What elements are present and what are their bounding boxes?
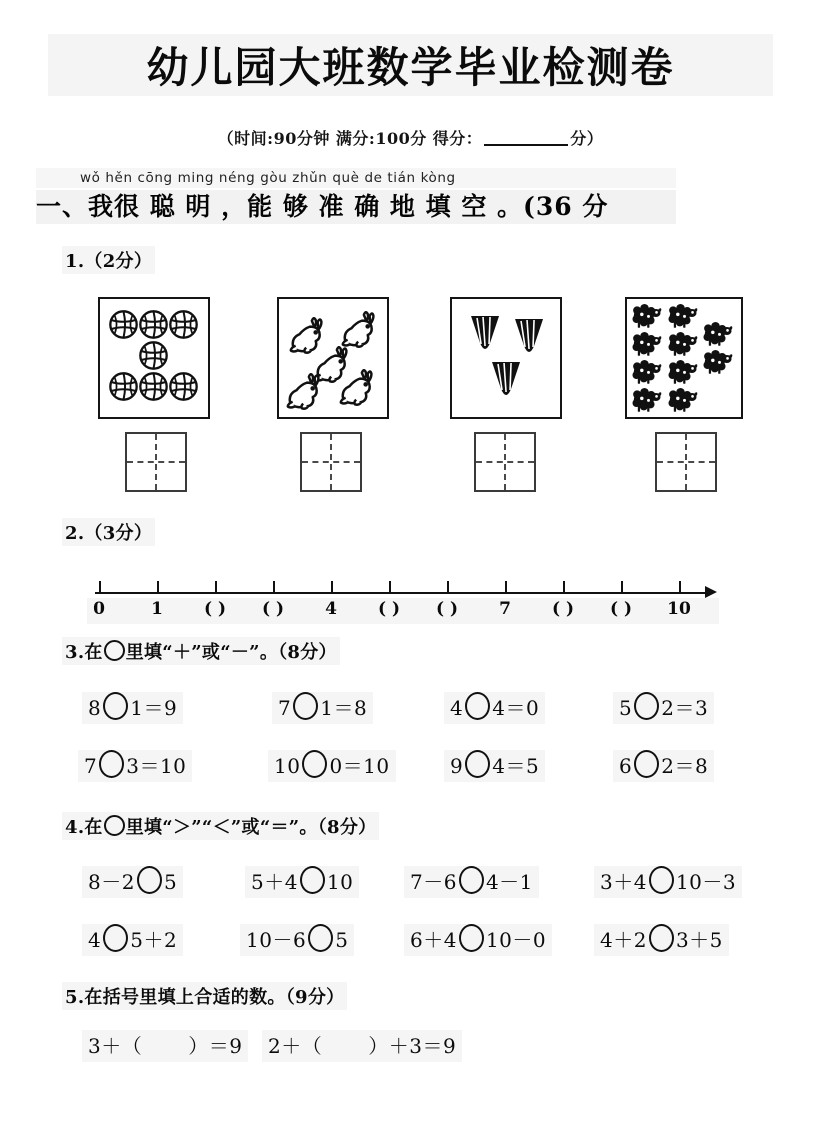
expression-right: 2＝8: [661, 754, 709, 778]
circle-blank-icon[interactable]: [465, 750, 490, 778]
number-line-value: 10: [667, 599, 691, 619]
expression-right: 3＋5: [675, 928, 723, 952]
expression-left: 3＋4: [600, 870, 647, 894]
basketball-icon: [138, 309, 169, 340]
expression-right: 4＝0: [492, 696, 540, 720]
question-4-prefix: 4.在: [65, 817, 103, 838]
expression-item[interactable]: [240, 924, 354, 956]
number-line-value: 4: [325, 599, 337, 619]
expression-right: 10－0: [485, 928, 547, 952]
expression-left: 5: [619, 696, 633, 720]
answer-grid-2[interactable]: [300, 432, 362, 492]
count-box-basketball: [98, 297, 210, 419]
sheep-icon: [667, 359, 698, 384]
answer-grid-3[interactable]: [474, 432, 536, 492]
sheep-icon: [667, 303, 698, 328]
circle-blank-icon[interactable]: [103, 692, 128, 720]
expression-item[interactable]: [404, 866, 539, 898]
fill-blank-expression[interactable]: [262, 1030, 462, 1062]
expression-left: 4: [450, 696, 464, 720]
circle-blank-icon[interactable]: [459, 924, 484, 952]
number-line-tick: [215, 581, 217, 593]
number-line-tick: [621, 581, 623, 593]
number-line-value: 1: [151, 599, 163, 619]
question-3-suffix: 里填“＋”或“－”。（8分）: [125, 642, 337, 663]
expression-before: 3＋（: [88, 1034, 143, 1058]
circle-blank-icon[interactable]: [137, 866, 162, 894]
basketball-icon: [138, 371, 169, 402]
number-line-tick: [563, 581, 565, 593]
question-2-label: 2.（3分）: [62, 518, 155, 546]
number-line-tick: [679, 581, 681, 593]
expression-item[interactable]: [272, 692, 373, 724]
number-line-blank[interactable]: ( ): [203, 599, 227, 619]
basketball-icon: [138, 340, 169, 371]
basketball-icon: [168, 371, 199, 402]
expression-right: 0＝10: [329, 754, 390, 778]
circle-blank-icon[interactable]: [649, 924, 674, 952]
expression-item[interactable]: [82, 924, 183, 956]
basketball-icon: [108, 371, 139, 402]
sheep-icon: [631, 331, 662, 356]
score-blank[interactable]: [484, 144, 568, 146]
number-line-axis: [95, 592, 707, 594]
count-box-sheep: [625, 297, 743, 419]
expression-left: 6＋4: [410, 928, 457, 952]
number-line-tick: [157, 581, 159, 593]
shuttlecock-icon: [488, 359, 524, 403]
number-line-blank[interactable]: ( ): [609, 599, 633, 619]
number-line-tick: [331, 581, 333, 593]
expression-left: 7: [84, 754, 98, 778]
number-line-labels[interactable]: [87, 598, 719, 624]
expression-right: 4＝5: [492, 754, 540, 778]
expression-item[interactable]: [82, 866, 183, 898]
sheep-icon: [631, 387, 662, 412]
question-1-label: 1.（2分）: [62, 246, 155, 274]
number-line-tick: [505, 581, 507, 593]
circle-blank-icon[interactable]: [300, 866, 325, 894]
circle-blank-icon[interactable]: [103, 924, 128, 952]
expression-left: 9: [450, 754, 464, 778]
circle-blank-icon[interactable]: [302, 750, 327, 778]
section-heading: 一、我很 聪 明 ，能 够 准 确 地 填 空 。(36 分: [36, 190, 676, 224]
title-banner: [48, 34, 773, 96]
question-3-prefix: 3.在: [65, 642, 103, 663]
circle-blank-icon[interactable]: [634, 750, 659, 778]
number-line-blank[interactable]: ( ): [377, 599, 401, 619]
expression-item[interactable]: [444, 750, 545, 782]
expression-right: 2＝3: [661, 696, 709, 720]
expression-right: 3＝10: [126, 754, 187, 778]
basketball-icon: [108, 309, 139, 340]
expression-left: 4: [88, 928, 102, 952]
number-line-blank[interactable]: ( ): [261, 599, 285, 619]
exam-info: [0, 126, 821, 149]
question-4-suffix: 里填“＞”“＜”或“＝”。（8分）: [125, 817, 377, 838]
number-line-blank[interactable]: ( ): [551, 599, 575, 619]
section-pinyin: wǒ hěn cōng ming néng gòu zhǔn què de tián kòng: [36, 168, 676, 188]
question-4-label: [62, 812, 379, 840]
section-one: [36, 168, 676, 224]
expression-left: 8－2: [88, 870, 135, 894]
number-line-value: 7: [499, 599, 511, 619]
number-line-arrow-icon: [705, 586, 717, 598]
expression-right: 1＝9: [130, 696, 178, 720]
expression-after: ）＝9: [188, 1034, 243, 1058]
expression-item[interactable]: [613, 750, 714, 782]
circle-blank-icon: [104, 640, 125, 661]
circle-blank-icon[interactable]: [99, 750, 124, 778]
question-4-row-1: [0, 866, 821, 900]
expression-item[interactable]: [268, 750, 396, 782]
expression-right: 5＋2: [130, 928, 178, 952]
question-3-label: [62, 637, 340, 665]
expression-item[interactable]: [82, 692, 183, 724]
expression-right: 1＝8: [320, 696, 368, 720]
expression-left: 6: [619, 754, 633, 778]
question-5-label: 5.在括号里填上合适的数。（9分）: [62, 982, 347, 1010]
expression-item[interactable]: [245, 866, 359, 898]
number-line: [95, 578, 735, 624]
number-line-value: 0: [93, 599, 105, 619]
number-line-blank[interactable]: ( ): [435, 599, 459, 619]
sheep-icon: [631, 359, 662, 384]
shuttlecock-icon: [467, 313, 503, 357]
expression-left: 4＋2: [600, 928, 647, 952]
circle-blank-icon: [104, 815, 125, 836]
number-line-tick: [389, 581, 391, 593]
circle-blank-icon[interactable]: [308, 924, 333, 952]
expression-right: 10: [326, 870, 354, 894]
expression-left: 7: [278, 696, 292, 720]
expression-item[interactable]: [404, 924, 552, 956]
sheep-icon: [631, 303, 662, 328]
rabbit-icon: [337, 367, 381, 407]
fill-blank-expression[interactable]: [82, 1030, 248, 1062]
expression-right: 5: [163, 870, 178, 894]
question-4-row-2: [0, 924, 821, 958]
rabbit-icon: [284, 371, 328, 411]
circle-blank-icon[interactable]: [465, 692, 490, 720]
expression-left: 10: [274, 754, 301, 778]
question-3-row-2: [0, 750, 821, 784]
circle-blank-icon[interactable]: [649, 866, 674, 894]
sheep-icon: [667, 387, 698, 412]
shuttlecock-icon: [511, 316, 547, 360]
circle-blank-icon[interactable]: [459, 866, 484, 894]
exam-info-suffix: 分）: [570, 129, 604, 148]
page-title: 幼儿园大班数学毕业检测卷: [146, 43, 675, 92]
answer-grid-1[interactable]: [125, 432, 187, 492]
circle-blank-icon[interactable]: [293, 692, 318, 720]
expression-item[interactable]: [444, 692, 545, 724]
question-3-row-1: [0, 692, 821, 726]
number-line-tick: [99, 581, 101, 593]
expression-right: 10－3: [675, 870, 737, 894]
number-line-tick: [447, 581, 449, 593]
exam-info-text: （时间:90分钟 满分:100分 得分：: [217, 129, 483, 148]
count-box-shuttlecock: [450, 297, 562, 419]
basketball-icon: [168, 309, 199, 340]
expression-left: 10－6: [246, 928, 307, 952]
circle-blank-icon[interactable]: [634, 692, 659, 720]
sheep-icon: [667, 331, 698, 356]
expression-after: ）＋3＝9: [368, 1034, 457, 1058]
expression-right: 4－1: [485, 870, 533, 894]
sheep-icon: [702, 349, 733, 374]
expression-item[interactable]: [78, 750, 192, 782]
answer-grid-4[interactable]: [655, 432, 717, 492]
expression-item[interactable]: [594, 866, 742, 898]
number-line-tick: [273, 581, 275, 593]
expression-left: 5＋4: [251, 870, 298, 894]
expression-item[interactable]: [613, 692, 714, 724]
expression-right: 5: [335, 928, 349, 952]
expression-item[interactable]: [594, 924, 729, 956]
expression-before: 2＋（: [268, 1034, 323, 1058]
count-box-rabbit: [277, 297, 389, 419]
question-5-row: [0, 1030, 821, 1064]
expression-left: 8: [88, 696, 102, 720]
sheep-icon: [702, 321, 733, 346]
expression-left: 7－6: [410, 870, 457, 894]
